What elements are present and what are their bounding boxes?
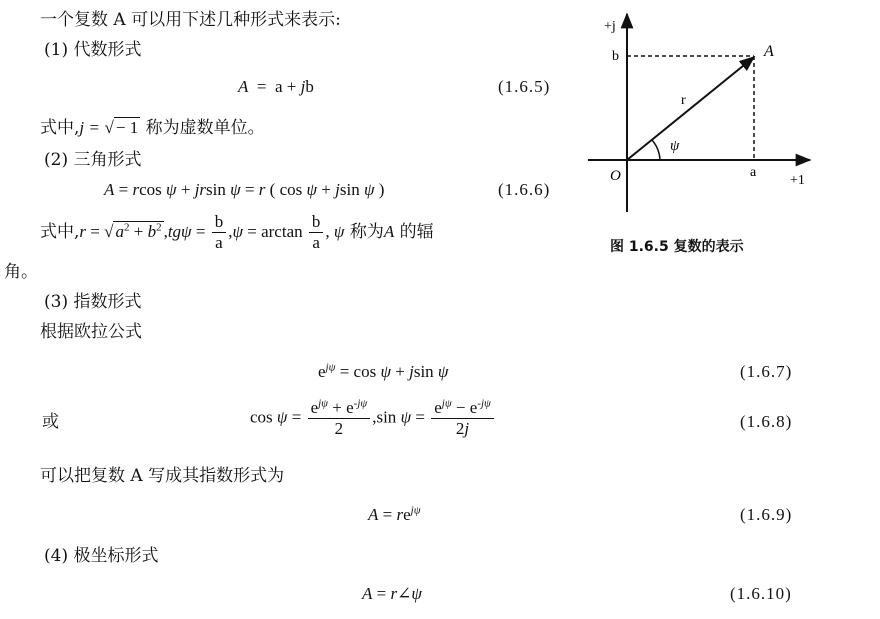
note-eq: = [89, 118, 100, 137]
exp-intro: 可以把复数 A 写成其指数形式为 [40, 466, 285, 486]
section-4-title: (4) 极坐标形式 [44, 546, 159, 566]
section-2-note: 式中,r = √ $a^2 + b^2$ ,tgψ = $\frac{b}{a}$ ,ψ = arctan $\frac{b}{a}$ , ψ 称为A 的辐 [40, 212, 434, 252]
equation-1-6-8: cos ψ = $\frac{e^{j\psi} + e^{-j\psi}}{2}$ ,sin ψ = $\frac{e^{j\psi} - e^{-j\psi}}{2j}$ [250, 398, 496, 439]
figure-caption: 图 1.6.5 复数的表示 [610, 239, 744, 255]
sqrt-a2-b2: √ $a^2 + b^2$ [104, 221, 162, 241]
equation-1-6-5: A = a + jb [238, 77, 314, 96]
note-end: 的辐 [399, 222, 434, 242]
label-origin: O [610, 168, 621, 184]
equation-1-6-6: A = rcos ψ + jrsin ψ = r ( cos ψ + jsin ψ ) [104, 180, 385, 199]
label-plus-j: +j [604, 19, 616, 34]
sqrt-minus-one: √ − 1 [104, 118, 139, 137]
section-3-title: (3) 指数形式 [44, 292, 142, 312]
label-plus-one: +1 [790, 173, 805, 188]
section-2-note-cont: 角。 [4, 262, 38, 282]
label-psi: ψ [670, 138, 680, 154]
note-tail: 称为 [349, 222, 384, 242]
label-A: A [764, 43, 774, 60]
equation-number: (1.6.7) [740, 362, 793, 381]
vector-r [627, 57, 754, 160]
angle-arc [652, 140, 660, 160]
intro-text: 一个复数 A 可以用下述几种形式来表示: [40, 10, 341, 30]
label-a: a [750, 165, 757, 180]
section-1-title: (1) 代数形式 [44, 40, 142, 60]
radicand: − 1 [115, 118, 139, 137]
equation-number: (1.6.5) [498, 77, 551, 96]
equation-number: (1.6.10) [730, 584, 792, 603]
fraction-b-over-a: $\frac{b}{a}$ [212, 212, 227, 253]
equation-number: (1.6.9) [740, 505, 793, 524]
section-2-title: (2) 三角形式 [44, 150, 142, 170]
note-prefix: 式中, [40, 222, 80, 242]
note-j: j [79, 118, 85, 137]
equation-1-6-9: $A = re^{j\psi}$ [368, 504, 421, 524]
note-A: A [383, 222, 395, 241]
equation-number: (1.6.6) [498, 180, 551, 199]
euler-label: 根据欧拉公式 [40, 322, 142, 342]
or-label: 或 [42, 412, 59, 432]
label-r: r [681, 93, 686, 108]
equation-1-6-10: A = r∠ψ [362, 584, 422, 603]
fraction-b-over-a: $\frac{b}{a}$ [309, 212, 324, 253]
note-prefix: 式中, [40, 118, 80, 138]
label-b: b [612, 49, 619, 64]
note-suffix: 称为虚数单位。 [145, 118, 265, 138]
equation-number: (1.6.8) [740, 412, 793, 431]
equation-1-6-7: $e^{j\psi} = \cos \psi + jsin$ ψ [318, 361, 449, 381]
